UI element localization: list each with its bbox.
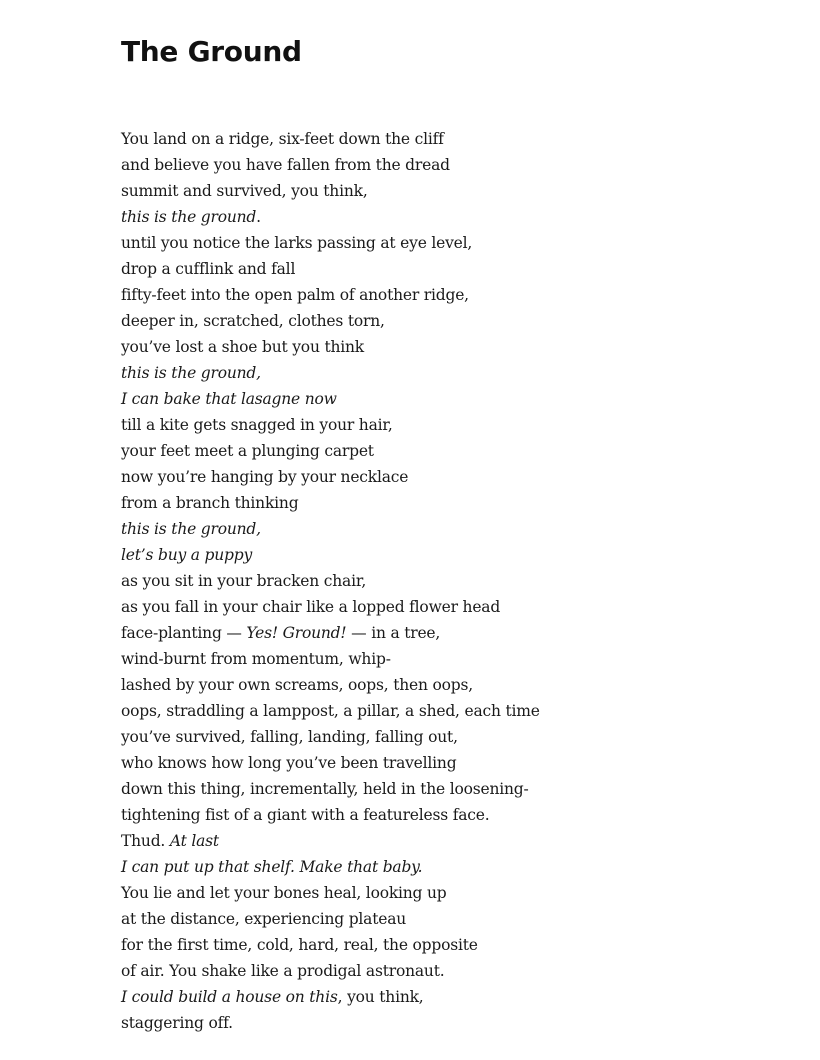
poem-line-italic-text: this is the ground,: [121, 520, 261, 538]
poem-line-text: face-planting —: [121, 624, 247, 642]
poem-line: [121, 386, 540, 412]
poem-line-text: who knows how long you’ve been travelling: [121, 754, 457, 772]
poem-line: [121, 256, 540, 282]
poem-line: [121, 594, 540, 620]
poem-line-italic-text: I can bake that lasagne now: [121, 390, 337, 408]
poem-line-text: from a branch thinking: [121, 494, 299, 512]
poem-line-text: till a kite gets snagged in your hair,: [121, 416, 393, 434]
poem-line-italic-text: this is the ground,: [121, 364, 261, 382]
poem-line: [121, 308, 540, 334]
poem-line-text: at the distance, experiencing plateau: [121, 910, 407, 928]
poem-line: [121, 412, 540, 438]
poem-line: [121, 672, 540, 698]
poem-line: [121, 568, 540, 594]
poem-line: [121, 1010, 540, 1036]
poem-line: [121, 360, 540, 386]
poem-line-italic-text: I can put up that shelf. Make that baby.: [121, 858, 423, 876]
poem-line-text: .: [256, 208, 261, 226]
poem-line-text: drop a cufflink and fall: [121, 260, 296, 278]
poem-line-text: wind-burnt from momentum, whip-: [121, 650, 391, 668]
poem-line: [121, 750, 540, 776]
poem-line-text: lashed by your own screams, oops, then oops,: [121, 676, 473, 694]
poem-line: [121, 828, 540, 854]
poem-line: [121, 906, 540, 932]
poem-line: [121, 230, 540, 256]
poem-line-text: You lie and let your bones heal, looking up: [121, 884, 447, 902]
poem-line-text: you’ve lost a shoe but you think: [121, 338, 364, 356]
poem-line-text: down this thing, incrementally, held in the loosening-: [121, 780, 529, 798]
poem-line: [121, 776, 540, 802]
poem-line: [121, 334, 540, 360]
poem-body: [121, 126, 540, 1036]
poem-line-text: until you notice the larks passing at eye level,: [121, 234, 473, 252]
poem-line: [121, 984, 540, 1010]
poem-line: [121, 646, 540, 672]
poem-line: [121, 282, 540, 308]
poem-line: [121, 178, 540, 204]
poem-line: [121, 438, 540, 464]
poem-line-text: and believe you have fallen from the dread: [121, 156, 450, 174]
poem-line: [121, 152, 540, 178]
poem-line-text: — in a tree,: [346, 624, 441, 642]
poem-line: [121, 620, 540, 646]
poem-line: [121, 204, 540, 230]
poem-line-text: , you think,: [337, 988, 424, 1006]
poem-line-text: staggering off.: [121, 1014, 233, 1032]
poem-line-text: Thud.: [121, 832, 170, 850]
poem-line-text: as you fall in your chair like a lopped flower head: [121, 598, 501, 616]
poem-line-text: summit and survived, you think,: [121, 182, 368, 200]
poem-line: [121, 516, 540, 542]
poem-line-text: for the first time, cold, hard, real, the opposite: [121, 936, 478, 954]
poem-line: [121, 880, 540, 906]
poem-line-text: tightening fist of a giant with a featureless face.: [121, 806, 490, 824]
poem-line-italic-text: I could build a house on this: [121, 988, 338, 1006]
poem-line-italic-text: Yes! Ground!: [246, 624, 347, 642]
poem-line: [121, 126, 540, 152]
poem-line-italic-text: this is the ground: [121, 208, 257, 226]
poem-line-text: You land on a ridge, six-feet down the cliff: [121, 130, 444, 148]
poem-line: [121, 958, 540, 984]
poem-line-text: your feet meet a plunging carpet: [121, 442, 374, 460]
poem-line: [121, 698, 540, 724]
poem-line: [121, 802, 540, 828]
poem-line: [121, 724, 540, 750]
poem-title: The Ground: [121, 35, 302, 68]
poem-line-text: fifty-feet into the open palm of another ridge,: [121, 286, 469, 304]
poem-line-text: now you’re hanging by your necklace: [121, 468, 409, 486]
poem-line-text: you’ve survived, falling, landing, falling out,: [121, 728, 458, 746]
poem-line: [121, 854, 540, 880]
poem-line-italic-text: At last: [169, 832, 219, 850]
poem-line: [121, 542, 540, 568]
poem-line-text: as you sit in your bracken chair,: [121, 572, 367, 590]
poem-line-text: deeper in, scratched, clothes torn,: [121, 312, 385, 330]
poem-line-italic-text: let’s buy a puppy: [121, 546, 253, 564]
poem-line: [121, 932, 540, 958]
poem-line: [121, 490, 540, 516]
poem-line-text: of air. You shake like a prodigal astronaut.: [121, 962, 445, 980]
poem-line-text: oops, straddling a lamppost, a pillar, a shed, each time: [121, 702, 540, 720]
poem-line: [121, 464, 540, 490]
